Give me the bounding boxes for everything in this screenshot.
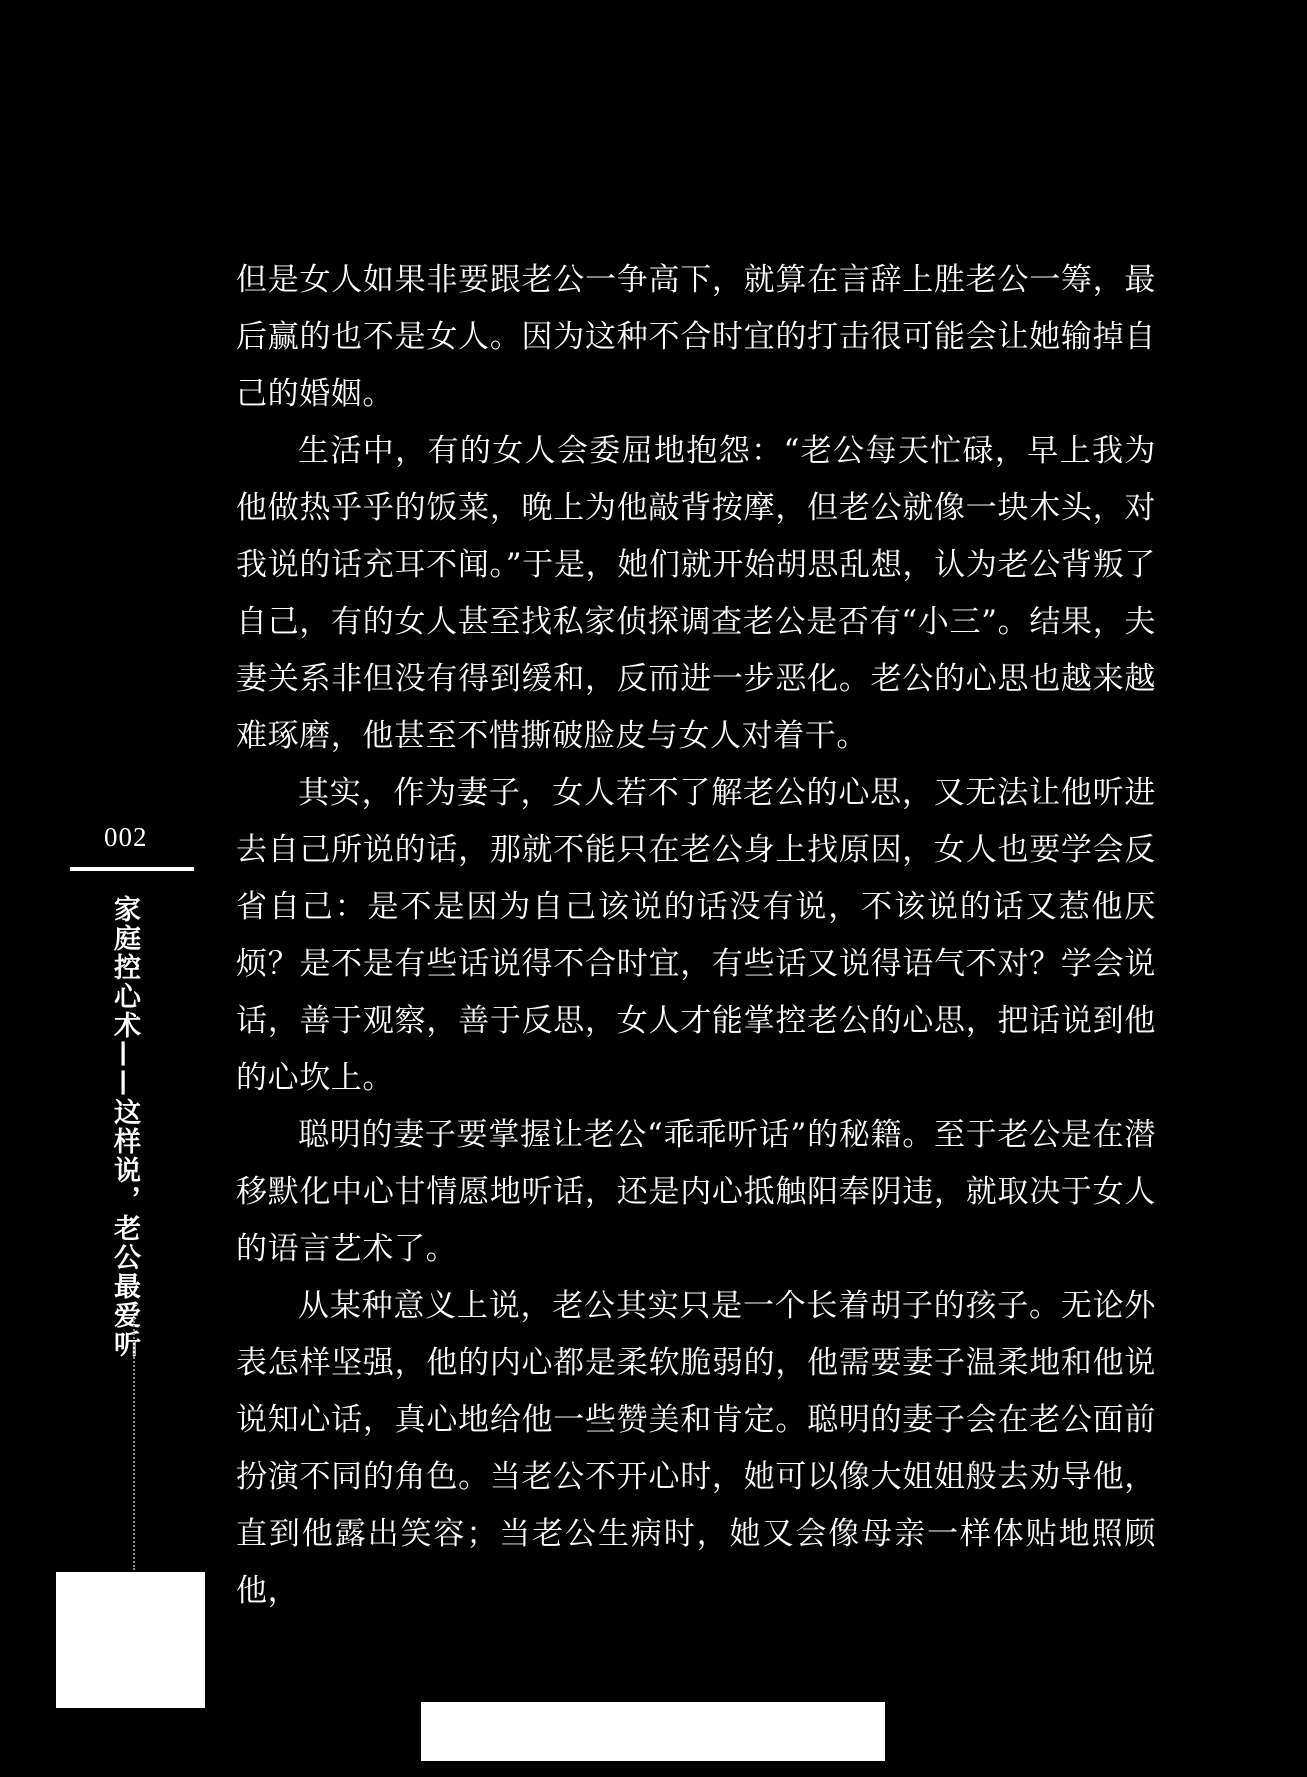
redaction-box	[421, 1702, 885, 1761]
body-text	[236, 252, 1156, 1620]
paragraph: 但是女人如果非要跟老公一争高下，就算在言辞上胜老公一筹，最后赢的也不是女人。因为这种不合时宜的打击很可能会让她输掉自己的婚姻。	[236, 262, 1156, 412]
running-title: 家庭控心术——这样说，老公最爱听	[109, 895, 140, 1359]
page-number-rule	[70, 867, 194, 871]
redaction-box	[56, 1572, 205, 1708]
paragraph: 生活中，有的女人会委屈地抱怨：“老公每天忙碌，早上我为他做热乎乎的饭菜，晚上为他敲背按摩，但老公就像一块木头，对我说的话充耳不闻。”于是，她们就开始胡思乱想，认为老公背叛了自己，有的女人甚至找私家侦探调查老公是否有“小三”。结果，夫妻关系非但没有得到缓和，反而进一步恶化。老公的心思也越来越难琢磨，他甚至不惜撕破脸皮与女人对着干。	[236, 433, 1156, 754]
paragraph: 聪明的妻子要掌握让老公“乖乖听话”的秘籍。至于老公是在潜移默化中心甘情愿地听话，还是内心抵触阳奉阴违，就取决于女人的语言艺术了。	[236, 1117, 1156, 1267]
paragraph: 其实，作为妻子，女人若不了解老公的心思，又无法让他听进去自己所说的话，那就不能只在老公身上找原因，女人也要学会反省自己：是不是因为自己该说的话没有说，不该说的话又惹他厌烦？是不是有些话说得不合时宜，有些话又说得语气不对？学会说话，善于观察，善于反思，女人才能掌控老公的心思，把话说到他的心坎上。	[236, 775, 1156, 1096]
running-title-dotted-rule	[133, 1318, 135, 1570]
page-number: 002	[104, 822, 148, 852]
paragraph: 从某种意义上说，老公其实只是一个长着胡子的孩子。无论外表怎样坚强，他的内心都是柔软脆弱的，他需要妻子温柔地和他说说知心话，真心地给他一些赞美和肯定。聪明的妻子会在老公面前扮演不同的角色。当老公不开心时，她可以像大姐姐般去劝导他，直到他露出笑容；当老公生病时，她又会像母亲一样体贴地照顾他，	[236, 1288, 1156, 1609]
